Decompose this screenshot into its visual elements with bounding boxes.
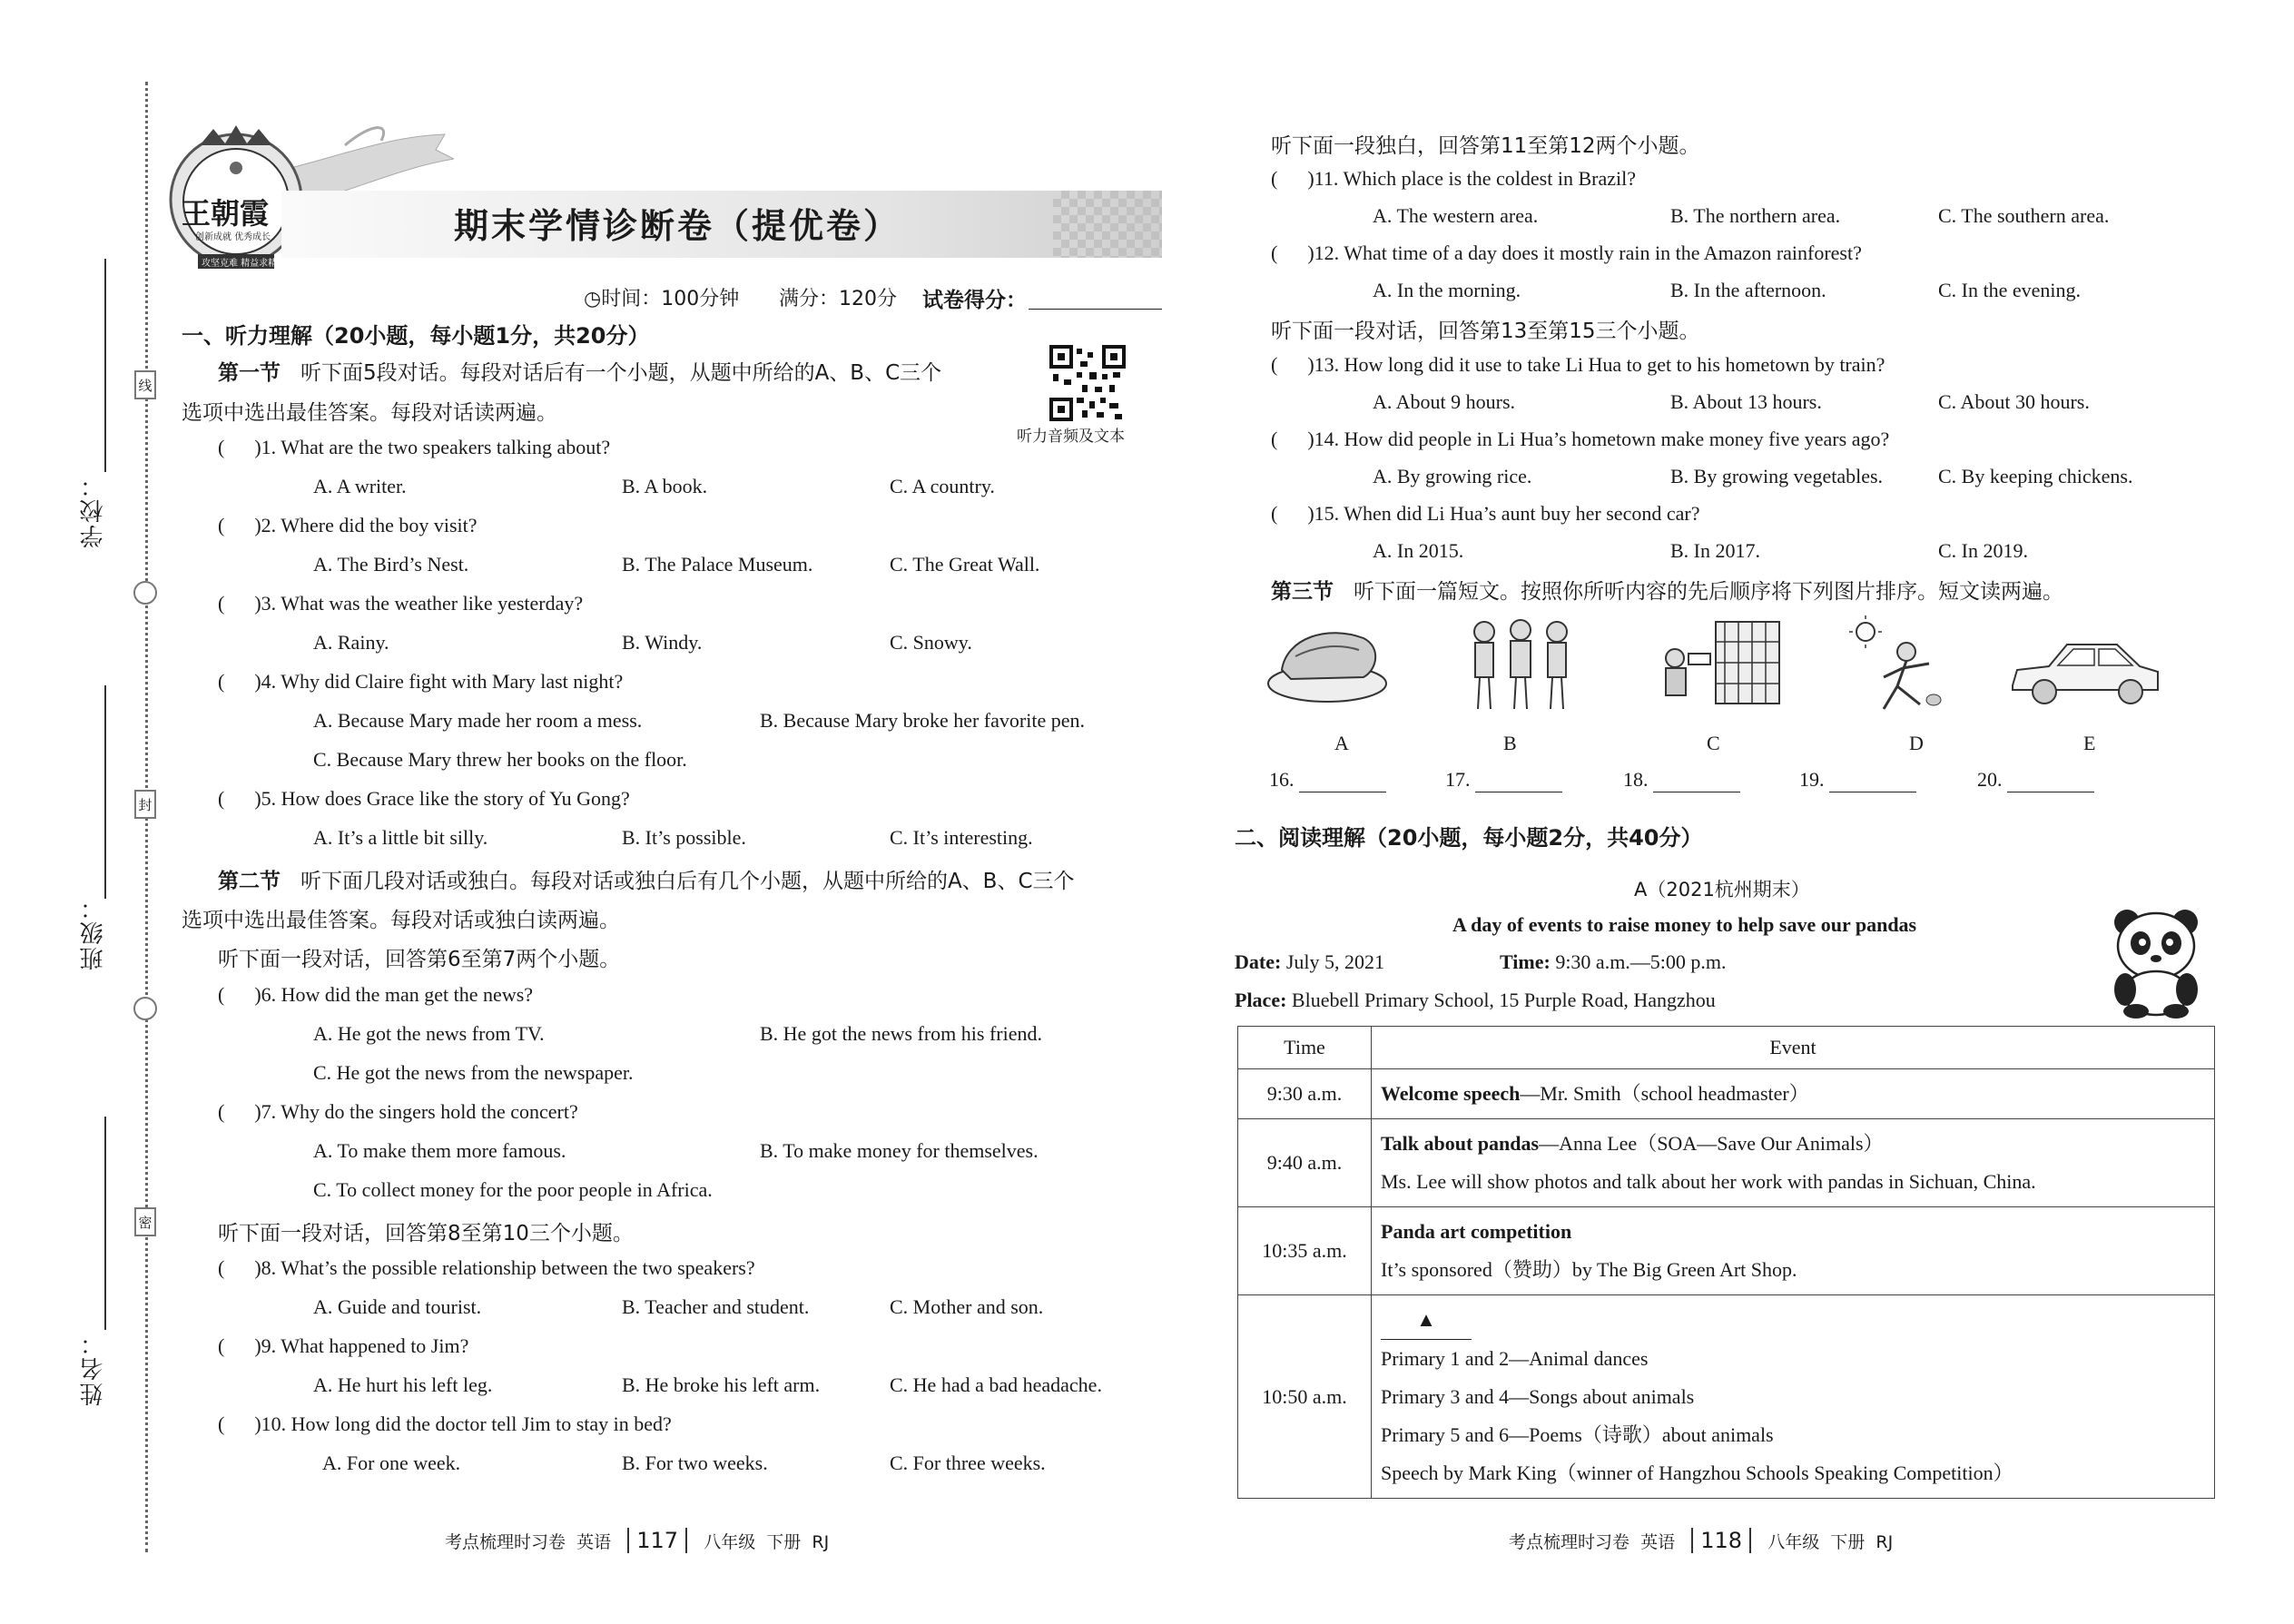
binding-mark-mi: 密 [134,1207,156,1236]
binding-mark-xian: 线 [134,370,156,399]
q12-option-c[interactable]: C. In the evening. [1938,279,2082,301]
q5-option-c[interactable]: C. It’s interesting. [890,826,1033,849]
part2-heading: 二、阅读理解（20小题，每小题2分，共40分） [1235,825,1703,851]
q8-option-a[interactable]: A. Guide and tourist. [313,1295,482,1318]
table-row [1238,1119,2215,1207]
class-label: 班级： [80,894,107,970]
question-6: ( )6. How did the man get the news? [218,983,534,1006]
row-time: 10:35 a.m. [1238,1207,1372,1295]
sec3-intro: 第三节 听下面一篇短文。按照你所听内容的先后顺序将下列图片排序。短文读两遍。 [1271,580,2063,604]
q6-option-c[interactable]: C. He got the news from the newspaper. [313,1061,634,1084]
q11-option-b[interactable]: B. The northern area. [1670,204,1841,227]
binding-hole-1 [133,581,157,605]
panda-illustration [2102,902,2210,1019]
q7-option-c[interactable]: C. To collect money for the poor people in Africa. [313,1178,713,1201]
question-7: ( )7. Why do the singers hold the concert? [218,1100,578,1123]
picture-label-d: D [1909,732,1924,754]
event-date: Date: July 5, 2021 [1235,950,1384,973]
part1-heading: 一、听力理解（20小题，每小题1分，共20分） [182,323,650,349]
q3-option-c[interactable]: C. Snowy. [890,631,972,654]
q9-option-a[interactable]: A. He hurt his left leg. [313,1373,493,1396]
qr-caption: 听力音频及文本 [1017,428,1125,446]
sec2-intro-cont: 选项中选出最佳答案。每段对话或独白读两遍。 [182,909,620,932]
full-score: 满分：120分 [779,288,897,310]
picture-c-bookshelf-child [1652,617,1788,713]
picture-label-c: C [1707,732,1720,754]
question-8: ( )8. What’s the possible relationship between the two speakers? [218,1256,755,1279]
q15-option-b[interactable]: B. In 2017. [1670,539,1760,562]
q2-option-c[interactable]: C. The Great Wall. [890,553,1040,576]
sec2-intro: 第二节 听下面几段对话或独白。每段对话或独白后有几个小题，从题中所给的A、B、C三个 [218,870,1075,893]
time-limit: ◷时间：100分钟 [584,288,740,310]
q2-option-a[interactable]: A. The Bird’s Nest. [313,553,469,576]
binding-hole-2 [133,997,157,1020]
question-14: ( )14. How did people in Li Hua’s hometown make money five years ago? [1271,428,1890,450]
row-event: ▲ Primary 1 and 2—Animal dances Primary 3 and 4—Songs about animals Primary 5 and 6—Poems（诗歌）about animals Speech by Mark King（winner of Hangzhou Schools Speaking Competition） [1372,1295,2215,1499]
row-event: Talk about pandas—Anna Lee（SOA—Save Our Animals） Ms. Lee will show photos and talk about her work with pandas in Sichuan, China. [1372,1119,2215,1207]
picture-d-playing-sun [1843,614,1952,718]
q12-option-b[interactable]: B. In the afternoon. [1670,279,1826,301]
q1-option-c[interactable]: C. A country. [890,475,995,497]
answer-blank-20[interactable]: 20. [1977,768,2094,792]
q1-option-a[interactable]: A. A writer. [313,475,407,497]
group-8-10: 听下面一段对话，回答第8至第10三个小题。 [218,1222,634,1245]
qr-code-icon[interactable] [1049,345,1126,421]
table-header-time: Time [1238,1027,1372,1069]
picture-label-a: A [1334,732,1349,754]
page-number-right: 118 [1691,1528,1751,1553]
q6-option-b[interactable]: B. He got the news from his friend. [760,1022,1042,1045]
q13-option-c[interactable]: C. About 30 hours. [1938,390,2090,413]
picture-e-car [2008,635,2162,713]
row-event: Panda art competition It’s sponsored（赞助）by The Big Green Art Shop. [1372,1207,2215,1295]
q11-option-c[interactable]: C. The southern area. [1938,204,2110,227]
question-10: ( )10. How long did the doctor tell Jim to stay in bed? [218,1412,672,1435]
question-11: ( )11. Which place is the coldest in Brazil? [1271,167,1636,190]
question-12: ( )12. What time of a day does it mostly rain in the Amazon rainforest? [1271,241,1862,264]
brand-slogan: 攻坚克难 精益求精 [202,259,278,269]
brand-name: 王朝霞 [182,196,270,231]
q3-option-b[interactable]: B. Windy. [622,631,703,654]
question-2: ( )2. Where did the boy visit? [218,514,478,536]
q14-option-b[interactable]: B. By growing vegetables. [1670,465,1884,487]
question-3: ( )3. What was the weather like yesterday? [218,592,584,615]
table-row [1238,1207,2215,1295]
footer-right: 考点梳理时习卷 英语 118 八年级 下册 RJ [1509,1528,1894,1553]
q10-option-a[interactable]: A. For one week. [322,1452,461,1474]
class-write-line [104,685,106,899]
brand-tagline: 创新成就 优秀成长 [195,232,271,242]
table-row [1238,1069,2215,1119]
q11-option-a[interactable]: A. The western area. [1373,204,1539,227]
q6-option-a[interactable]: A. He got the news from TV. [313,1022,545,1045]
q10-option-b[interactable]: B. For two weeks. [622,1452,768,1474]
q13-option-b[interactable]: B. About 13 hours. [1670,390,1822,413]
picture-label-b: B [1503,732,1517,754]
q12-option-a[interactable]: A. In the morning. [1373,279,1521,301]
q8-option-b[interactable]: B. Teacher and student. [622,1295,810,1318]
answer-blank-17[interactable]: 17. [1445,768,1562,792]
question-5: ( )5. How does Grace like the story of Yu Gong? [218,787,630,810]
q10-option-c[interactable]: C. For three weeks. [890,1452,1046,1474]
group-11-12: 听下面一段独白，回答第11至第12两个小题。 [1271,134,1700,158]
question-15: ( )15. When did Li Hua’s aunt buy her second car? [1271,502,1700,525]
score-label: 试卷得分： [922,289,1027,312]
row-time: 9:30 a.m. [1238,1069,1372,1119]
answer-blank-16[interactable]: 16. [1269,768,1386,792]
page-number-left: 117 [627,1528,687,1553]
q15-option-a[interactable]: A. In 2015. [1373,539,1464,562]
page-title: 期末学情诊断卷（提优卷） [454,206,901,246]
q9-option-c[interactable]: C. He had a bad headache. [890,1373,1102,1396]
picture-a-roast-meal [1264,615,1391,706]
q8-option-c[interactable]: C. Mother and son. [890,1295,1044,1318]
group-6-7: 听下面一段对话，回答第6至第7两个小题。 [218,948,621,971]
event-place: Place: Bluebell Primary School, 15 Purple Road, Hangzhou [1235,989,1716,1011]
score-blank[interactable] [1029,309,1162,310]
q7-option-b[interactable]: B. To make money for themselves. [760,1139,1039,1162]
title-banner-pattern [1053,191,1162,258]
event-time: Time: 9:30 a.m.—5:00 p.m. [1500,950,1727,973]
row-time: 10:50 a.m. [1238,1295,1372,1499]
binding-mark-feng: 封 [134,790,156,819]
row-event: Welcome speech—Mr. Smith（school headmaster） [1372,1069,2215,1119]
question-4: ( )4. Why did Claire fight with Mary last night? [218,670,624,693]
table-header-event: Event [1372,1027,2215,1069]
footer-left: 考点梳理时习卷 英语 117 八年级 下册 RJ [445,1528,830,1553]
q7-option-a[interactable]: A. To make them more famous. [313,1139,566,1162]
q9-option-b[interactable]: B. He broke his left arm. [622,1373,821,1396]
passage-title: A day of events to raise money to help save our pandas [1452,913,1917,936]
q2-option-b[interactable]: B. The Palace Museum. [622,553,813,576]
q4-option-a[interactable]: A. Because Mary made her room a mess. [313,709,643,732]
q1-option-b[interactable]: B. A book. [622,475,708,497]
question-9: ( )9. What happened to Jim? [218,1334,469,1357]
q4-option-c[interactable]: C. Because Mary threw her books on the floor. [313,748,687,771]
sec1-intro: 第一节 听下面5段对话。每段对话后有一个小题，从题中所给的A、B、C三个 [218,361,942,385]
q13-option-a[interactable]: A. About 9 hours. [1373,390,1516,413]
picture-label-e: E [2083,732,2096,754]
answer-blank-19[interactable]: 19. [1799,768,1916,792]
q5-option-b[interactable]: B. It’s possible. [622,826,746,849]
q14-option-c[interactable]: C. By keeping chickens. [1938,465,2133,487]
table-row [1238,1295,2215,1499]
q14-option-a[interactable]: A. By growing rice. [1373,465,1532,487]
question-13: ( )13. How long did it use to take Li Hua to get to his hometown by train? [1271,353,1885,376]
event-schedule-table [1237,1026,2215,1499]
row-time: 9:40 a.m. [1238,1119,1372,1207]
answer-blank-18[interactable]: 18. [1623,768,1740,792]
passage-label: A（2021杭州期末） [1634,879,1810,901]
table-header-row [1238,1027,2215,1069]
q15-option-c[interactable]: C. In 2019. [1938,539,2028,562]
q4-option-b[interactable]: B. Because Mary broke her favorite pen. [760,709,1085,732]
picture-b-three-people [1462,614,1580,714]
sec1-intro-cont: 选项中选出最佳答案。每段对话读两遍。 [182,401,557,425]
name-write-line [104,1117,106,1330]
q3-option-a[interactable]: A. Rainy. [313,631,389,654]
school-write-line [104,259,106,472]
question-1: ( )1. What are the two speakers talking about? [218,436,611,458]
name-label: 姓名： [80,1330,107,1406]
school-label: 学校： [80,472,107,548]
q5-option-a[interactable]: A. It’s a little bit silly. [313,826,488,849]
group-13-15: 听下面一段对话，回答第13至第15三个小题。 [1271,320,1700,343]
missing-title-blank[interactable]: ▲ [1381,1301,1472,1340]
